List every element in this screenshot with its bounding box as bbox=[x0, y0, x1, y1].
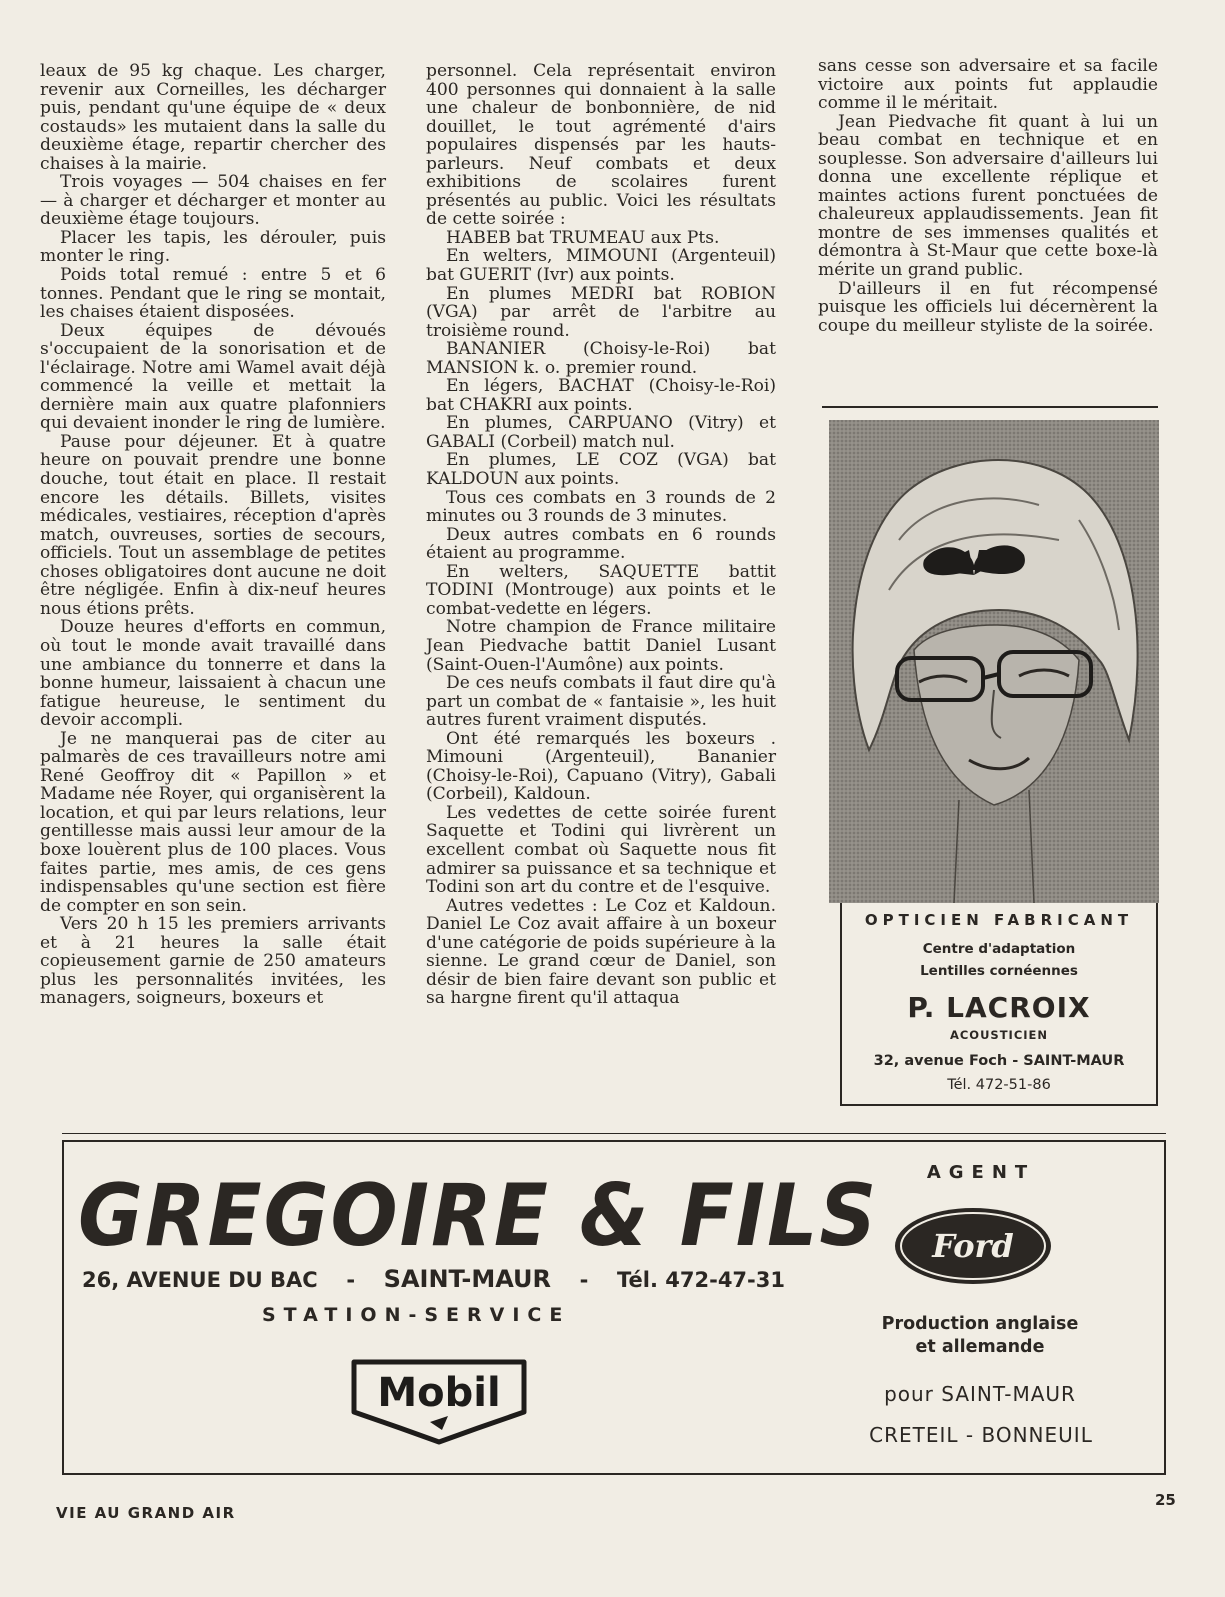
ford-logo bbox=[892, 1205, 1054, 1287]
article-paragraph: Je ne manquerai pas de citer au palmarès de ces travailleurs notre ami René Geoffroy dit « Papillon » et Madame née Royer, qui organisèrent la location, et qui par leurs relations, leur gentillesse mais aussi leur amour de la boxe louèrent plus de 100 places. Vous faites partie, mes amis, de ces gens indispensables qu'une section est fière de compter en son sein. bbox=[40, 728, 386, 916]
ad-top-rule bbox=[62, 1133, 1166, 1134]
article-paragraph: Jean Piedvache fit quant à lui un beau combat en technique et en souplesse. Son adversaire d'ailleurs lui donna une excellente réplique et maintes actions furent ponctuées de chaleureux applaudissements. Jean fit montre de ses immenses qualités et démontra à St-Maur que cette boxe-là mérite un grand public. bbox=[818, 111, 1158, 281]
ford-logo-text: Ford bbox=[932, 1227, 1014, 1265]
article-paragraph: En plumes, CARPUANO (Vitry) et GABALI (Corbeil) match nul. bbox=[426, 413, 776, 452]
page-number: 25 bbox=[1155, 1491, 1176, 1509]
article-paragraph: Trois voyages — 504 chaises en fer — à charger et décharger et monter au deuxième étage toujours. bbox=[40, 172, 386, 230]
article-paragraph: Vers 20 h 15 les premiers arrivants et à 21 heures la salle était copieusement garnie de 250 amateurs plus les personnalités invitées, les managers, soigneurs, boxeurs et bbox=[40, 914, 386, 1009]
woman-with-glasses-illustration bbox=[829, 420, 1159, 903]
optician-service-1: Centre d'adaptation bbox=[922, 941, 1076, 957]
article-paragraph: Notre champion de France militaire Jean Piedvache battit Daniel Lusant (Saint-Ouen-l'Aumône) aux points. bbox=[426, 617, 776, 675]
article-paragraph: Deux autres combats en 6 rounds étaient au programme. bbox=[426, 524, 776, 564]
optician-profession: ACOUSTICIEN bbox=[949, 1028, 1049, 1042]
optician-name: P. LACROIX bbox=[907, 991, 1091, 1024]
article-paragraph: En légers, BACHAT (Choisy-le-Roi) bat CHAKRI aux points. bbox=[426, 376, 776, 415]
divider-rule bbox=[822, 406, 1158, 408]
article-paragraph: Ont été remarqués les boxeurs . Mimouni (Argenteuil), Bananier (Choisy-le-Roi), Capuano (Vitry), Gabali (Corbeil), Kaldoun. bbox=[426, 728, 776, 805]
garage-address-line bbox=[82, 1265, 785, 1293]
garage-phone: Tél. 472-47-31 bbox=[617, 1268, 785, 1292]
garage-street: 26, AVENUE DU BAC bbox=[82, 1268, 318, 1292]
production-text bbox=[850, 1313, 1110, 1359]
station-service-label: STATION-SERVICE bbox=[262, 1304, 571, 1326]
garage-city: SAINT-MAUR bbox=[383, 1265, 552, 1293]
mobil-logo bbox=[348, 1356, 530, 1446]
article-paragraph: En plumes, LE COZ (VGA) bat KALDOUN aux points. bbox=[426, 450, 776, 490]
garage-name: GREGOIRE & FILS bbox=[78, 1166, 879, 1266]
magazine-name: VIE AU GRAND AIR bbox=[56, 1504, 236, 1522]
optician-title: OPTICIEN FABRICANT bbox=[864, 911, 1134, 929]
optician-address: 32, avenue Foch - SAINT-MAUR bbox=[873, 1053, 1125, 1069]
article-paragraph: personnel. Cela représentait environ 400 personnes qui donnaient à la salle une chaleur de bonbonnière, de nid douillet, le tout agrémenté d'airs populaires dispensés par les hauts-parleurs. Neuf combats et deux exhibitions de scolaires furent présentés au public. Voici les résultats de cette soirée : bbox=[426, 61, 776, 230]
article-paragraph: Pause pour déjeuner. Et à quatre heure on pouvait prendre une bonne douche, tout était en place. Il restait encore les détails. Billets, visites médicales, vestiaires, réception d'après match, ouvreuses, sorties de secours, officiels. Tout un assemblage de petites choses obligatoires dont aucune ne doit être négligée. Enfin à dix-neuf heures nous étions prêts. bbox=[40, 431, 386, 619]
article-paragraph: Poids total remué : entre 5 et 6 tonnes. Pendant que le ring se montait, les chaises étaient disposées. bbox=[40, 265, 386, 323]
article-paragraph: leaux de 95 kg chaque. Les charger, revenir aux Corneilles, les décharger puis, pendant qu'une équipe de « deux costauds» les mutaient dans la salle du deuxième étage, repartir chercher des chaises à la mairie. bbox=[40, 61, 386, 174]
article-paragraph: sans cesse son adversaire et sa facile victoire aux points fut applaudie comme il le méritait. bbox=[818, 56, 1158, 114]
article-column-1 bbox=[40, 62, 386, 1008]
article-paragraph: En plumes MEDRI bat ROBION (VGA) par arrêt de l'arbitre au troisième round. bbox=[426, 283, 776, 341]
agent-label: AGENT bbox=[926, 1162, 1036, 1183]
article-paragraph: Deux équipes de dévoués s'occupaient de la sonorisation et de l'éclairage. Notre ami Wamel avait déjà commencé la veille et mettait la dernière main aux quatre plafonniers qui devaient inonder le ring de lumière. bbox=[40, 320, 386, 434]
separator: - bbox=[346, 1268, 356, 1292]
service-area-1: pour SAINT-MAUR bbox=[884, 1382, 1076, 1406]
optician-phone: Tél. 472-51-86 bbox=[947, 1077, 1051, 1093]
article-column-3 bbox=[818, 57, 1158, 335]
article-paragraph: Placer les tapis, les dérouler, puis monter le ring. bbox=[40, 227, 386, 267]
service-area-2: CRETEIL - BONNEUIL bbox=[869, 1423, 1093, 1447]
article-paragraph: Autres vedettes : Le Coz et Kaldoun. Daniel Le Coz avait affaire à un boxeur d'une catégorie de poids supérieure à la sienne. Le grand cœur de Daniel, son désir de bien faire devant son public et sa hargne firent qu'il attaqua bbox=[426, 895, 776, 1009]
optician-ad bbox=[840, 903, 1158, 1106]
article-paragraph: En welters, MIMOUNI (Argenteuil) bat GUERIT (Ivr) aux points. bbox=[426, 246, 776, 286]
article-column-2 bbox=[426, 62, 776, 1008]
production-line-2: et allemande bbox=[915, 1337, 1045, 1357]
mobil-logo-text: Mobil bbox=[377, 1370, 501, 1416]
article-paragraph: Douze heures d'efforts en commun, où tout le monde avait travaillé dans une ambiance du tonnerre et dans la bonne humeur, laissaient à chacun une fatigue heureuse, le sentiment du devoir accompli. bbox=[40, 617, 386, 731]
article-paragraph: BANANIER (Choisy-le-Roi) bat MANSION k. o. premier round. bbox=[426, 339, 776, 378]
article-paragraph: En welters, SAQUETTE battit TODINI (Montrouge) aux points et le combat-vedette en légers. bbox=[426, 561, 776, 619]
optician-service-2: Lentilles cornéennes bbox=[920, 963, 1078, 979]
separator: - bbox=[579, 1268, 589, 1292]
production-line-1: Production anglaise bbox=[881, 1314, 1079, 1334]
article-paragraph: D'ailleurs il en fut récompensé puisque les officiels lui décernèrent la coupe du meilleur styliste de la soirée. bbox=[818, 278, 1158, 336]
article-paragraph: HABEB bat TRUMEAU aux Pts. bbox=[446, 227, 720, 248]
article-paragraph: Les vedettes de cette soirée furent Saquette et Todini qui livrèrent un excellent combat où Saquette nous fit admirer sa puissance et sa technique et Todini son art du contre et de l'esquive. bbox=[426, 802, 776, 898]
article-paragraph: Tous ces combats en 3 rounds de 2 minutes ou 3 rounds de 3 minutes. bbox=[426, 487, 776, 527]
article-paragraph: De ces neufs combats il faut dire qu'à part un combat de « fantaisie », les huit autres furent vraiment disputés. bbox=[426, 673, 776, 731]
